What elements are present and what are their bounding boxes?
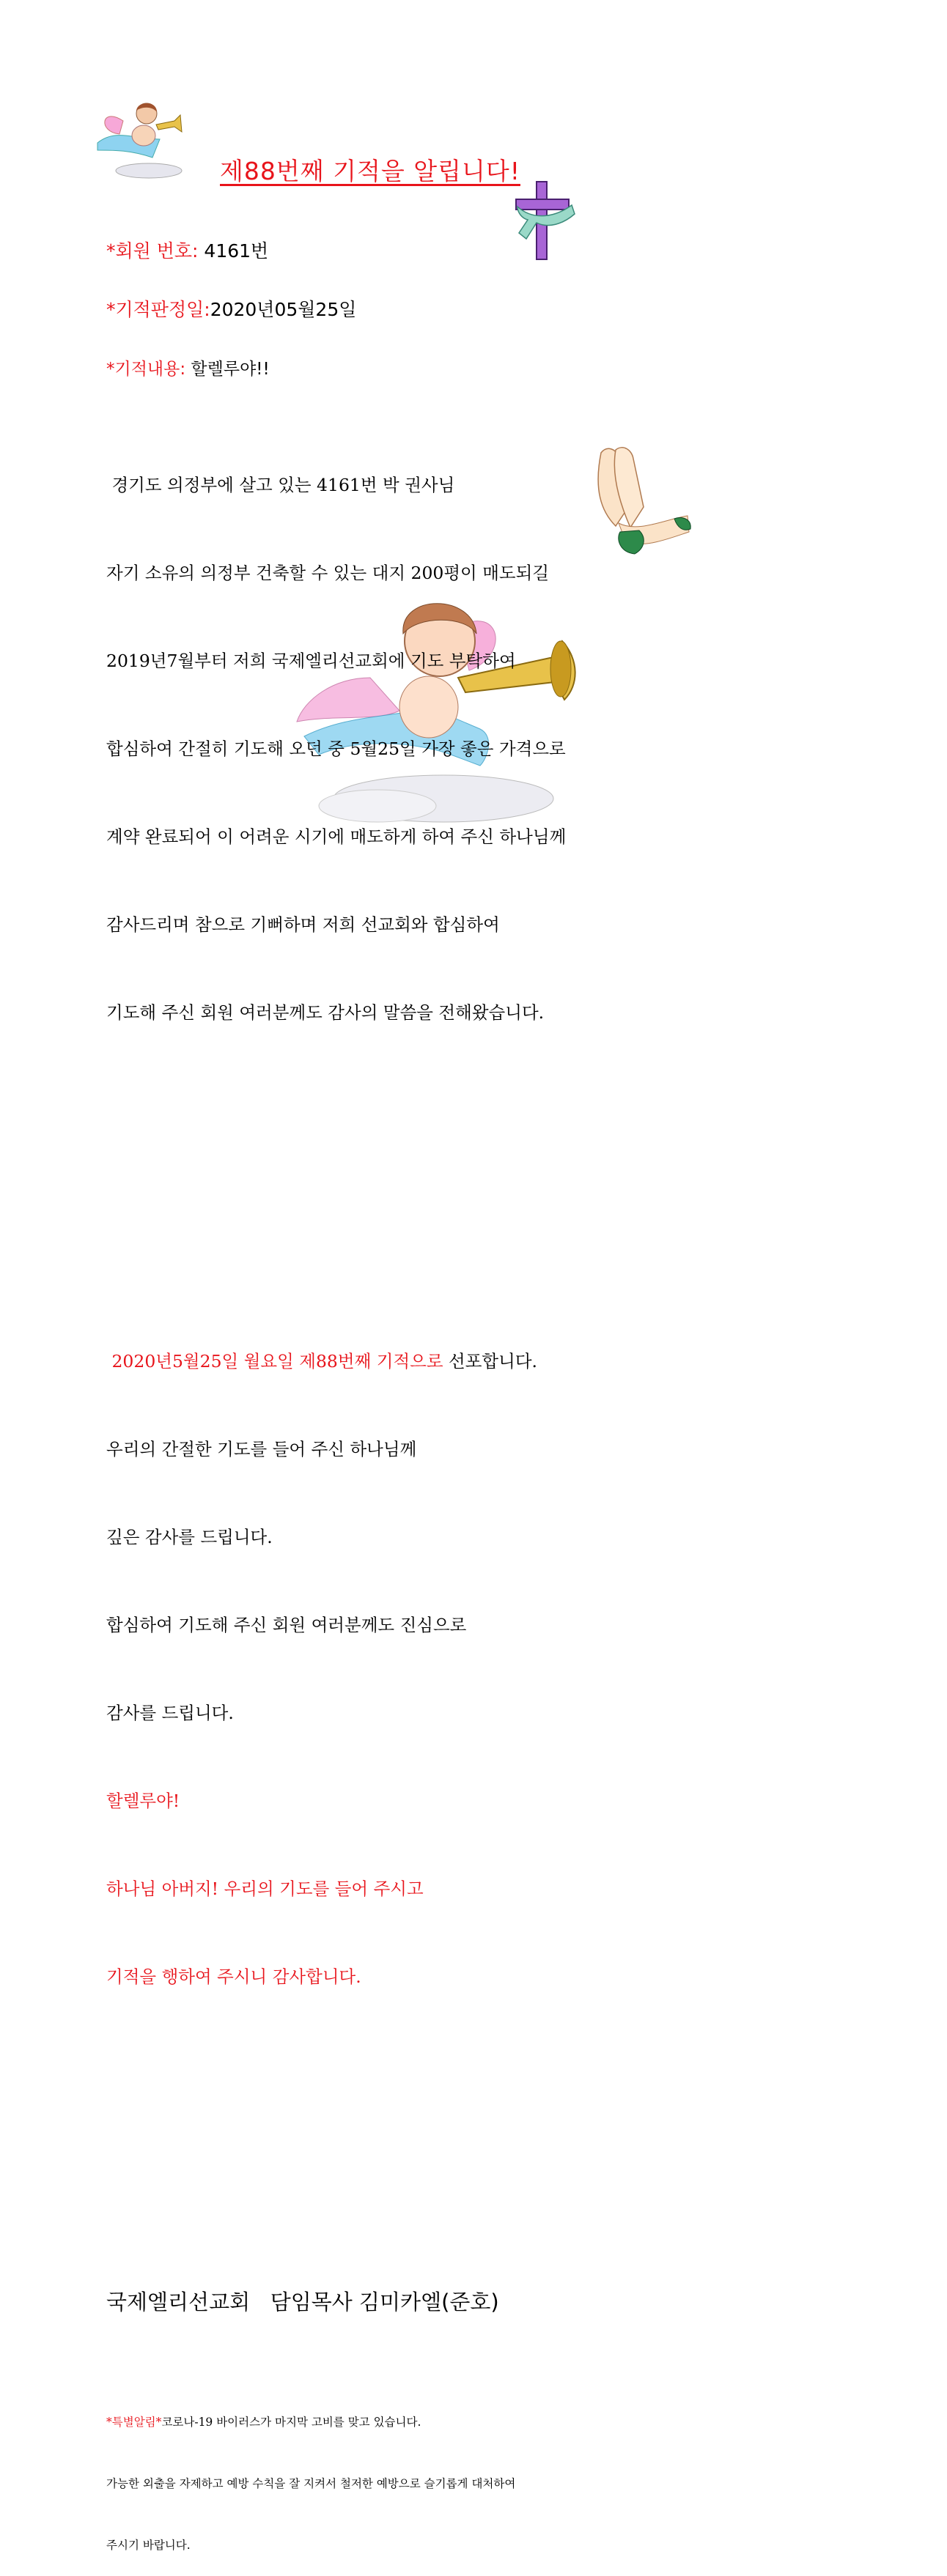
notice-line-3: 주시기 바랍니다.	[106, 2539, 191, 2552]
miracle-date-row	[106, 295, 833, 322]
proclamation-black-text: 선포합니다.	[443, 1351, 538, 1372]
thanks-line: 우리의 간절한 기도를 들어 주신 하나님께	[106, 1439, 417, 1459]
notice-text: 코로나-19 바이러스가 마지막 고비를 맞고 있습니다.	[161, 2416, 421, 2429]
miracle-content-label: *기적내용:	[106, 360, 186, 379]
notice-label: *특별알림*	[106, 2416, 162, 2429]
member-number-label: *회원 번호:	[106, 240, 199, 262]
proclamation-red-text: 2020년5월25일 월요일 제88번째 기적으로	[106, 1351, 443, 1372]
proclamation-line	[106, 1347, 833, 1376]
body-line: 기도해 주신 회원 여러분께도 감사의 말씀을 전해왔습니다.	[106, 1002, 545, 1023]
notice-line-2: 가능한 외출을 자제하고 예방 수칙을 잘 지켜서 철저한 예방으로 슬기롭게 대처하여	[106, 2477, 516, 2490]
body-line: 경기도 의정부에 살고 있는 4161번 박 권사님	[106, 475, 455, 495]
thanks-line: 합심하여 기도해 주신 회원 여러분께도 진심으로	[106, 1615, 467, 1635]
miracle-date-label: *기적판정일:	[106, 299, 210, 320]
signature: 국제엘리선교회 담임목사 김미카엘(준호)	[106, 2290, 499, 2314]
thanks-line: 깊은 감사를 드립니다.	[106, 1527, 273, 1547]
testimony-body	[106, 412, 833, 1056]
miracle-content-value: 할렐루야!!	[185, 360, 270, 379]
body-line: 감사드리며 참으로 기뻐하며 저희 선교회와 합심하여	[106, 914, 500, 935]
special-notice	[106, 2371, 833, 2576]
prayer-line: 기적을 행하여 주시니 감사합니다.	[106, 1966, 361, 1987]
page-title: 제88번째 기적을 알립니다!	[220, 157, 520, 185]
thanks-line: 감사를 드립니다.	[106, 1703, 234, 1723]
body-line: 합심하여 간절히 기도해 오던 중 5월25일 가장 좋은 가격으로	[106, 739, 566, 759]
prayer-line: 하나님 아버지! 우리의 기도를 들어 주시고	[106, 1879, 424, 1899]
member-number-row	[106, 237, 833, 263]
hallelujah-line: 할렐루야!	[106, 1791, 180, 1811]
miracle-content-row	[106, 355, 833, 380]
miracle-date-value: 2020년05월25일	[210, 299, 357, 320]
body-line: 자기 소유의 의정부 건축할 수 있는 대지 200평이 매도되길	[106, 563, 550, 583]
member-number-value: 4161번	[198, 240, 269, 262]
proclamation-block	[106, 1288, 833, 2021]
body-line: 2019년7월부터 저희 국제엘리선교회에 기도 부탁하여	[106, 651, 516, 671]
body-line: 계약 완료되어 이 어려운 시기에 매도하게 하여 주신 하나님께	[106, 826, 567, 847]
notice-line-1	[106, 2412, 833, 2432]
small-trumpet-angel-icon	[94, 99, 189, 179]
